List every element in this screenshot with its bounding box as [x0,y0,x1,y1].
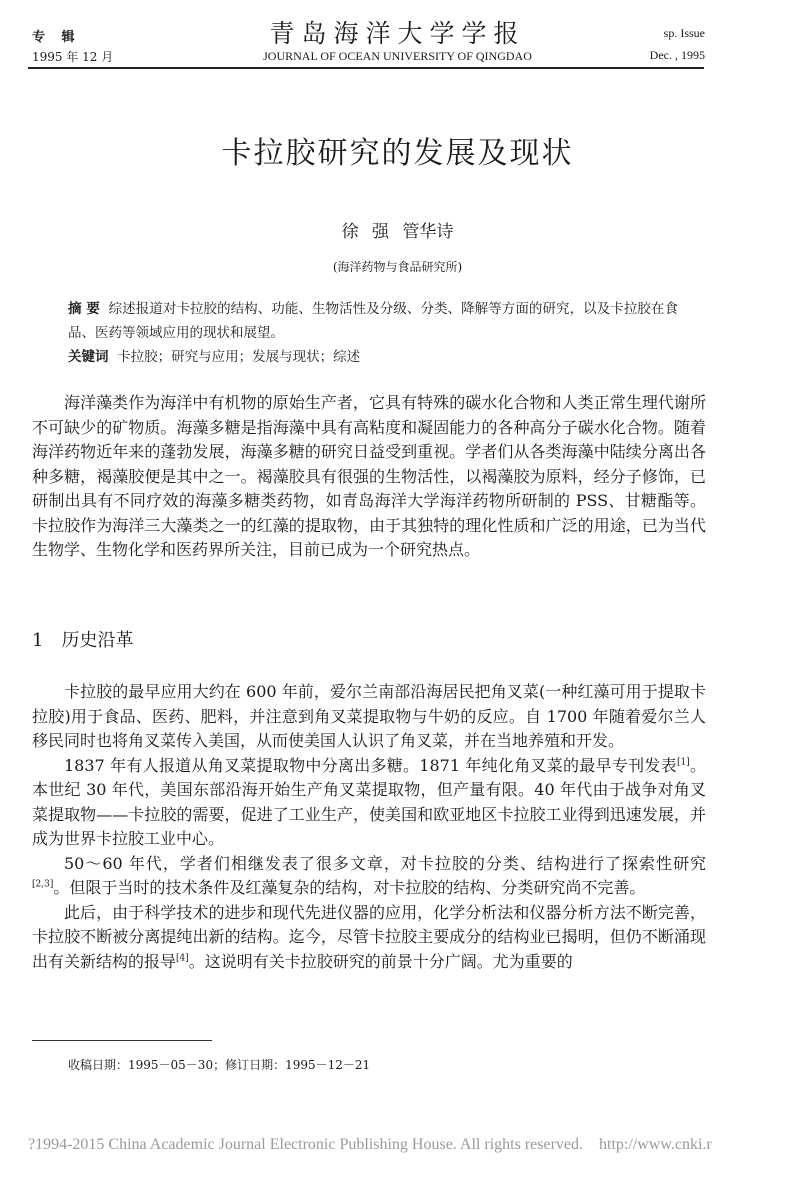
header-rule [28,67,704,69]
copyright-notice: ?1994-2015 China Academic Journal Electronic Publishing House. All rights reserved. http://www.cnki.r [28,1136,712,1153]
footnote-rule [32,1040,212,1041]
intro-section [32,391,706,563]
abstract [68,297,678,345]
section-body [32,680,706,974]
paragraph-1: 卡拉胶的最早应用大约在 600 年前，爱尔兰南部沿海居民把角叉菜(一种红藻可用于提取卡拉胶)用于食品、医药、肥料，并注意到角叉菜提取物与牛奶的反应。自 1700 年随着爱尔兰人移民同时也将角叉菜传入美国，从而使美国人认识了角叉菜，并在当地养殖和开发。 [32,682,706,750]
section-heading: 1 历史沿革 [32,630,134,651]
paragraph-2: 1837 年有人报道从角叉菜提取物中分离出多糖。1871 年纯化角叉菜的最早专刊发表[1]。本世纪 30 年代，美国东部沿海开始生产角叉菜提取物，但产量有限。40 年代由于战争对角叉菜提取物——卡拉胶的需要，促进了工业生产，使美国和欧亚地区卡拉胶工业得到迅速发展，并成为世界卡拉胶工业中心。 [32,755,706,848]
journal-title-cn: 青岛海洋大学学报 [269,19,526,48]
abstract-label: 摘 要 [68,301,100,317]
issue-date-cn: 1995 年 12 月 [32,50,114,64]
keywords [68,345,678,369]
affiliation: (海洋药物与食品研究所) [332,260,463,274]
issue-label: 专 辑 [32,30,81,45]
intro-paragraph: 海洋藻类作为海洋中有机物的原始生产者，它具有特殊的碳水化合物和人类正常生理代谢所不可缺少的矿物质。海藻多糖是指海藻中具有高粘度和凝固能力的各种高分子碳水化合物。随着海洋药物近年来的蓬勃发展，海藻多糖的研究日益受到重视。学者们从各类海藻中陆续分离出各种多糖，褐藻胶便是其中之一。褐藻胶具有很强的生物活性，以褐藻胶为原料，经分子修饰，已研制出具有不同疗效的海藻多糖类药物，如青岛海洋大学海洋药物所研制的 PSS、甘糖酯等。卡拉胶作为海洋三大藻类之一的红藻的提取物，由于其独特的理化性质和广泛的用途，已为当代生物学、生物化学和医药界所关注，目前已成为一个研究热点。 [32,393,706,559]
citation-ref: [4] [176,953,189,964]
issue-date-en: Dec. , 1995 [649,48,705,62]
citation-ref: [2,3] [32,879,54,890]
paragraph-4: 此后，由于科学技术的进步和现代先进仪器的应用，化学分析法和仪器分析方法不断完善，卡拉胶不断被分离提纯出新的结构。迄今，尽管卡拉胶主要成分的结构业已揭明，但仍不断涌现出有关新结构的报导[4]。这说明有关卡拉胶研究的前景十分广阔。尤为重要的 [32,902,706,971]
citation-ref: [1] [676,757,690,768]
keywords-label: 关键词 [68,349,109,365]
article-title: 卡拉胶研究的发展及现状 [221,136,574,171]
keywords-text: 卡拉胶；研究与应用；发展与现状；综述 [117,349,361,365]
issue-label-en: sp. Issue [663,26,705,40]
paragraph-3: 50～60 年代，学者们相继发表了很多文章，对卡拉胶的分类、结构进行了探索性研究[2,3]。但限于当时的技术条件及红藻复杂的结构，对卡拉胶的结构、分类研究尚不完善。 [32,853,706,897]
journal-title-en: JOURNAL OF OCEAN UNIVERSITY OF QINGDAO [263,49,532,63]
received-date-footnote: 收稿日期：1995－05－30；修订日期：1995－12－21 [68,1058,371,1072]
abstract-text: 综述报道对卡拉胶的结构、功能、生物活性及分级、分类、降解等方面的研究，以及卡拉胶在食品、医药等领域应用的现状和展望。 [68,301,679,341]
authors: 徐 强 管华诗 [341,222,454,242]
